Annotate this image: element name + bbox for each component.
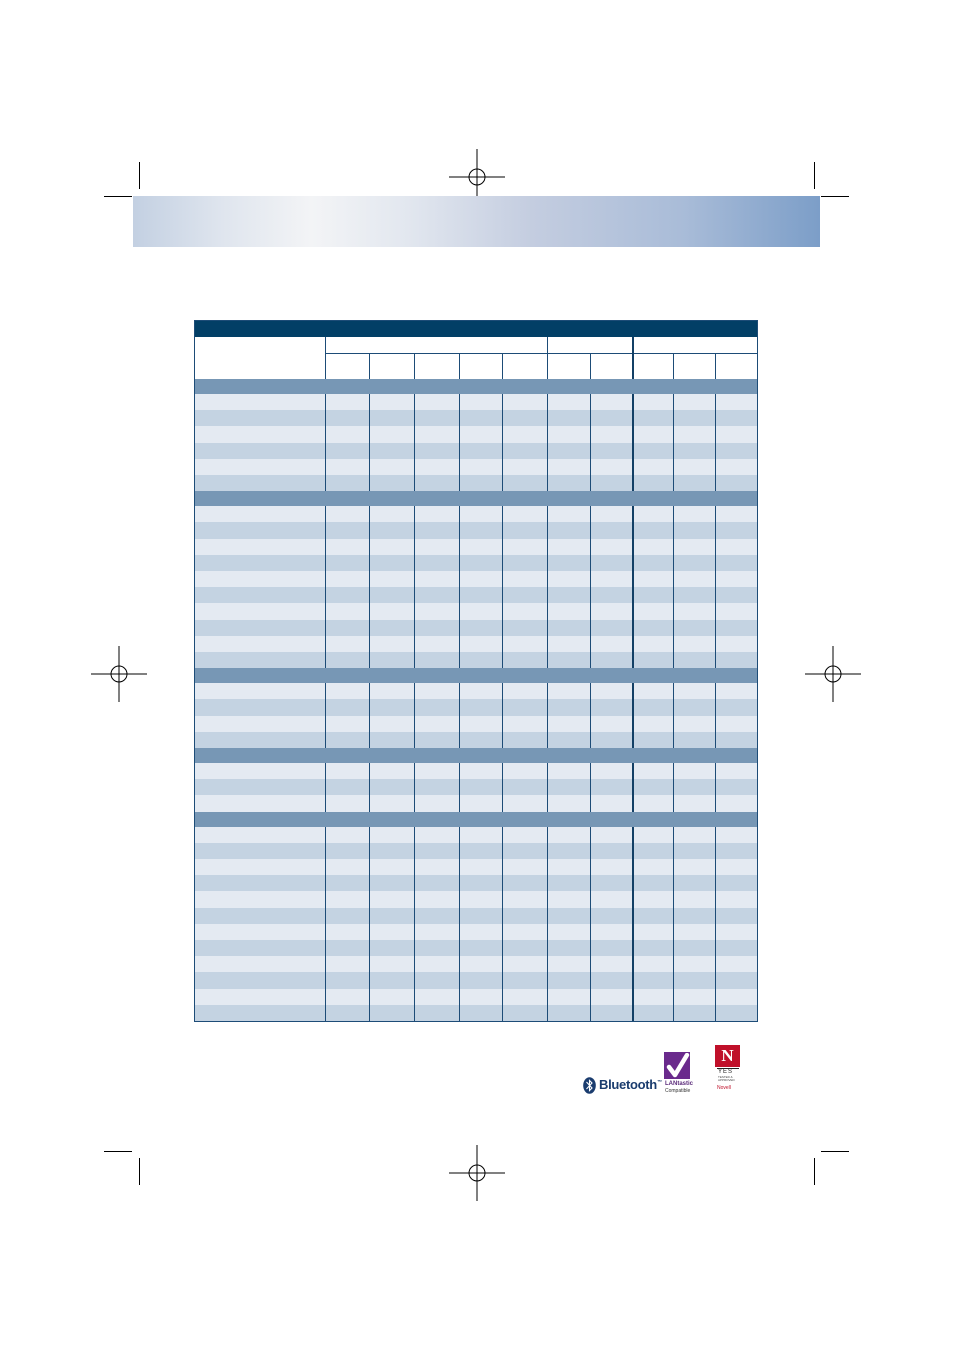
column-divider <box>715 763 716 812</box>
column-divider <box>414 506 415 668</box>
novell-yes: YES <box>718 1069 734 1075</box>
column-divider <box>547 337 548 379</box>
novell-approved: APPROVED <box>718 1078 735 1082</box>
column-divider <box>325 827 326 1021</box>
crop-mark-tr-v <box>814 162 815 189</box>
section-band <box>195 812 757 827</box>
column-divider <box>715 394 716 491</box>
column-divider <box>325 683 326 748</box>
column-divider <box>502 827 503 1021</box>
column-divider <box>459 353 460 379</box>
column-divider <box>632 683 634 748</box>
column-divider <box>673 506 674 668</box>
novell-badge: N <box>715 1045 740 1067</box>
column-divider <box>715 827 716 1021</box>
column-divider <box>325 506 326 668</box>
column-divider <box>369 763 370 812</box>
table-header-bar <box>195 321 757 337</box>
section-band <box>195 491 757 506</box>
column-divider <box>502 394 503 491</box>
column-divider <box>502 506 503 668</box>
registration-mark-right-icon <box>805 646 861 702</box>
column-divider <box>590 683 591 748</box>
bluetooth-logo <box>583 1076 662 1096</box>
crop-mark-br-v <box>814 1158 815 1185</box>
column-divider <box>673 827 674 1021</box>
bluetooth-logo-text: Bluetooth <box>599 1077 657 1092</box>
column-divider <box>459 394 460 491</box>
column-divider <box>414 394 415 491</box>
column-divider <box>715 353 716 379</box>
column-divider <box>414 827 415 1021</box>
column-divider <box>369 394 370 491</box>
column-divider <box>547 763 548 812</box>
column-divider <box>673 394 674 491</box>
column-divider <box>632 763 634 812</box>
crop-mark-tr-h <box>821 196 849 197</box>
checkmark-icon <box>666 1053 690 1079</box>
column-divider <box>502 683 503 748</box>
column-divider <box>547 394 548 491</box>
crop-mark-bl-v <box>139 1158 140 1185</box>
column-divider <box>369 353 370 379</box>
column-divider <box>325 337 326 379</box>
column-divider <box>590 353 591 379</box>
registration-mark-bottom-icon <box>449 1145 505 1201</box>
crop-mark-bl-h <box>104 1151 132 1152</box>
novell-tested: TESTED & <box>718 1075 733 1079</box>
lantastic-logo-text: LANtastic <box>665 1081 694 1087</box>
spec-table <box>194 320 758 1022</box>
column-divider <box>632 827 634 1021</box>
header-divider <box>325 353 758 354</box>
column-divider <box>459 827 460 1021</box>
column-divider <box>414 763 415 812</box>
column-divider <box>632 394 634 491</box>
novell-logo <box>715 1045 741 1095</box>
column-divider <box>369 683 370 748</box>
column-divider <box>715 683 716 748</box>
section-band <box>195 379 757 394</box>
column-divider <box>632 337 634 379</box>
column-divider <box>414 353 415 379</box>
column-divider <box>414 683 415 748</box>
column-divider <box>590 827 591 1021</box>
crop-mark-br-h <box>821 1151 849 1152</box>
bluetooth-trademark: ™ <box>656 1079 662 1086</box>
column-divider <box>590 506 591 668</box>
column-divider <box>590 394 591 491</box>
column-divider <box>459 683 460 748</box>
column-divider <box>547 827 548 1021</box>
lantastic-logo <box>664 1052 698 1094</box>
column-divider <box>673 683 674 748</box>
header-banner <box>133 196 820 247</box>
column-divider <box>673 353 674 379</box>
column-divider <box>369 506 370 668</box>
crop-mark-tl-h <box>104 196 132 197</box>
column-divider <box>590 763 591 812</box>
registration-mark-left-icon <box>91 646 147 702</box>
section-band <box>195 748 757 763</box>
lantastic-logo-sub: Compatible <box>665 1088 691 1094</box>
column-divider <box>673 763 674 812</box>
section-band <box>195 668 757 683</box>
column-divider <box>459 506 460 668</box>
column-divider <box>325 763 326 812</box>
column-divider <box>547 506 548 668</box>
column-divider <box>369 827 370 1021</box>
column-divider <box>715 506 716 668</box>
column-divider <box>632 506 634 668</box>
lantastic-badge <box>664 1052 690 1079</box>
column-divider <box>502 353 503 379</box>
column-divider <box>325 394 326 491</box>
column-divider <box>502 763 503 812</box>
column-divider <box>547 683 548 748</box>
crop-mark-tl-v <box>139 162 140 189</box>
bluetooth-icon <box>583 1077 596 1094</box>
column-divider <box>459 763 460 812</box>
novell-name: Novell <box>717 1085 731 1091</box>
